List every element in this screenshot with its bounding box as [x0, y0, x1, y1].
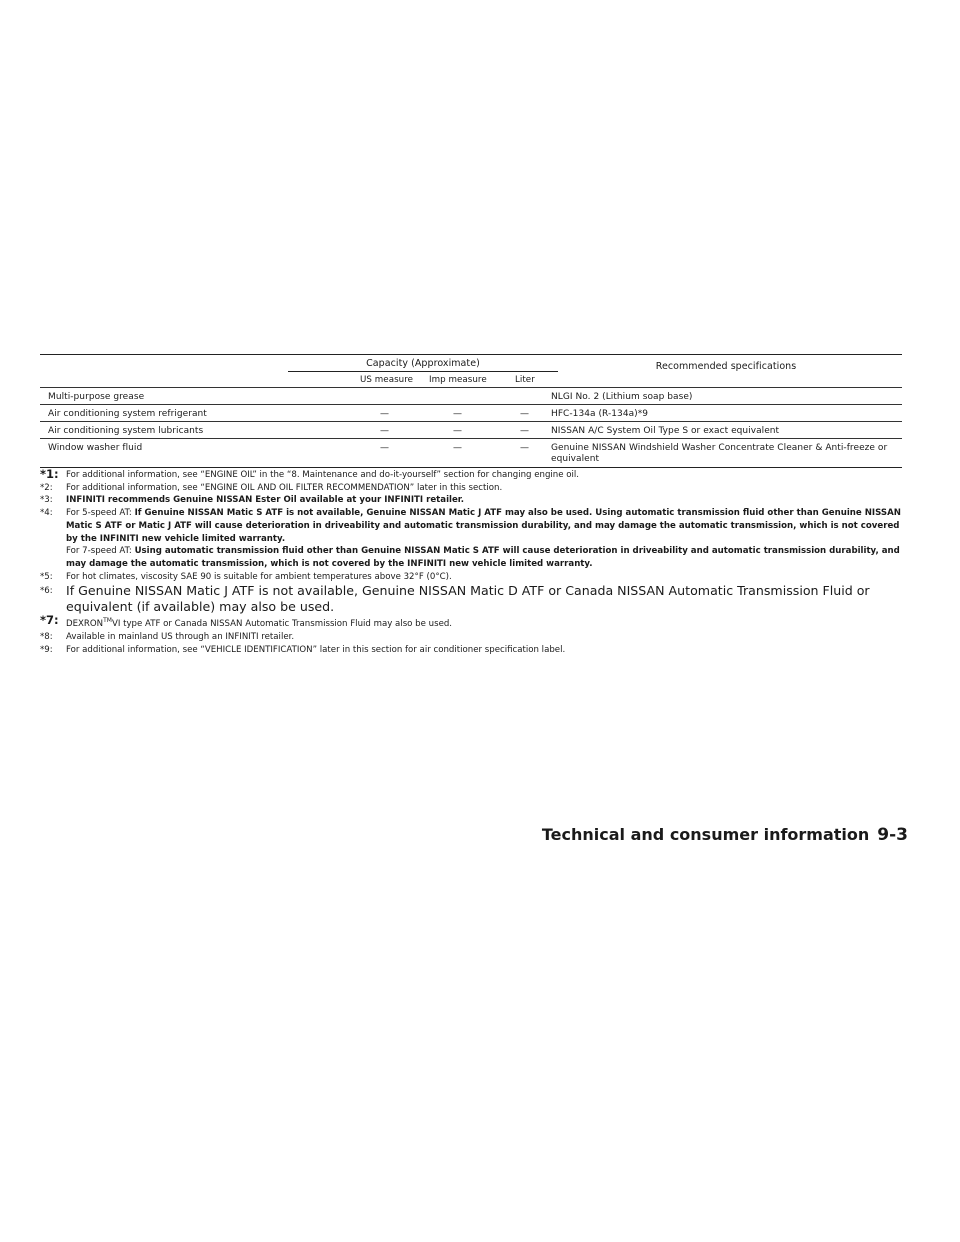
footnote-4 — [40, 507, 906, 545]
row-item: Multi-purpose grease — [48, 392, 145, 402]
row-spec: Genuine NISSAN Windshield Washer Concentrate Cleaner & Anti-freeze or equivalent — [551, 443, 888, 464]
footnote-text: Using automatic transmission fluid other than Genuine NISSAN Matic S ATF will cause deterioration in driveability and automatic transmission durability, and may damage the automatic transmission, which is not covered by the INFINITI new vehicle limited warranty. — [66, 546, 900, 569]
footnote-marker: *1: — [40, 467, 59, 481]
row-imp-value: — — [453, 443, 463, 453]
capacity-header: Capacity (Approximate) — [366, 358, 480, 369]
trademark-mark: TM — [103, 617, 112, 625]
footnote-marker: *9: — [40, 644, 53, 655]
footnote-marker: *5: — [40, 571, 53, 582]
footnote-5 — [40, 571, 906, 584]
footnote-text: For additional information, see “ENGINE OIL” in the “8. Maintenance and do-it-yourself” section for changing engine oil. — [66, 470, 580, 480]
footnote-prefix: For 5-speed AT: — [66, 508, 132, 519]
specifications-table — [40, 354, 902, 468]
row-us-value: — — [380, 443, 390, 453]
row-us-value: — — [380, 426, 390, 436]
row-item: Air conditioning system refrigerant — [48, 409, 207, 419]
row-item: Air conditioning system lubricants — [48, 426, 204, 436]
footnote-text: Available in mainland US through an INFINITI retailer. — [66, 631, 295, 642]
footnote-text: If Genuine NISSAN Matic J ATF is not available, Genuine NISSAN Matic D ATF or Canada NISSAN Automatic Transmission Fluid or equivalent (if available) may also be used. — [66, 583, 870, 615]
footnote-text-dexron: DEXRON — [66, 619, 104, 630]
footnote-text: For additional information, see “VEHICLE IDENTIFICATION” later in this section for air conditioner specification label. — [66, 644, 566, 655]
footnote-text: VI type ATF or Canada NISSAN Automatic Transmission Fluid may also be used. — [111, 619, 453, 630]
footnote-marker: *3: — [40, 495, 53, 506]
imp-measure-header: Imp measure — [429, 375, 487, 385]
footnote-text: For hot climates, viscosity SAE 90 is suitable for ambient temperatures above 32°F (0°C). — [66, 571, 452, 582]
footnote-marker: *6: — [40, 586, 53, 597]
row-spec: NLGI No. 2 (Lithium soap base) — [551, 392, 693, 402]
row-spec: HFC-134a (R-134a)*9 — [551, 409, 649, 419]
row-liter-value: — — [520, 409, 530, 419]
table-row — [40, 439, 902, 467]
row-liter-value: — — [520, 443, 530, 453]
table-bottom-rule — [40, 467, 902, 468]
row-spec: NISSAN A/C System Oil Type S or exact equivalent — [551, 426, 780, 436]
table-row — [40, 388, 902, 404]
footnote-1 — [40, 469, 906, 482]
footnote-9 — [40, 644, 906, 657]
us-measure-header: US measure — [360, 375, 414, 385]
table-header-row — [40, 355, 902, 372]
row-liter-value: — — [520, 426, 530, 436]
footnote-6 — [40, 583, 906, 615]
footnote-marker: *8: — [40, 631, 53, 642]
table-row — [40, 422, 902, 438]
footnote-3 — [40, 494, 906, 507]
footnote-marker: *7: — [40, 613, 59, 628]
footnote-marker: *4: — [40, 508, 53, 519]
footnote-prefix: For 7-speed AT: — [66, 546, 132, 557]
table-subheader-row — [40, 372, 902, 387]
table-row — [40, 405, 902, 421]
row-imp-value: — — [453, 409, 463, 419]
recommended-specifications-header: Recommended specifications — [655, 361, 797, 372]
footnote-2 — [40, 482, 906, 495]
footnote-text: INFINITI recommends Genuine NISSAN Ester Oil available at your INFINITI retailer. — [66, 495, 465, 506]
row-imp-value: — — [453, 426, 463, 436]
footnote-text: If Genuine NISSAN Matic S ATF is not available, Genuine NISSAN Matic J ATF may also be used. Using automatic transmission fluid other than Genuine NISSAN Matic S ATF or Matic J ATF will cause deterioration in driveability and automatic transmission durability, and may damage the automatic transmission, which is not covered by the INFINITI new vehicle limited warranty. — [66, 508, 901, 544]
liter-header: Liter — [515, 375, 535, 385]
footnote-text: For additional information, see “ENGINE OIL AND OIL FILTER RECOMMENDATION” later in this section. — [66, 482, 503, 493]
footnote-marker: *2: — [40, 482, 53, 493]
row-item: Window washer fluid — [48, 443, 143, 453]
footnotes — [40, 469, 906, 656]
footnote-8 — [40, 631, 906, 644]
row-us-value: — — [380, 409, 390, 419]
footnote-7 — [40, 615, 906, 631]
page-number: 9-3 — [877, 825, 908, 845]
section-title: Technical and consumer information — [541, 825, 870, 844]
page-footer — [542, 825, 908, 845]
footnote-4-continued — [40, 545, 906, 570]
